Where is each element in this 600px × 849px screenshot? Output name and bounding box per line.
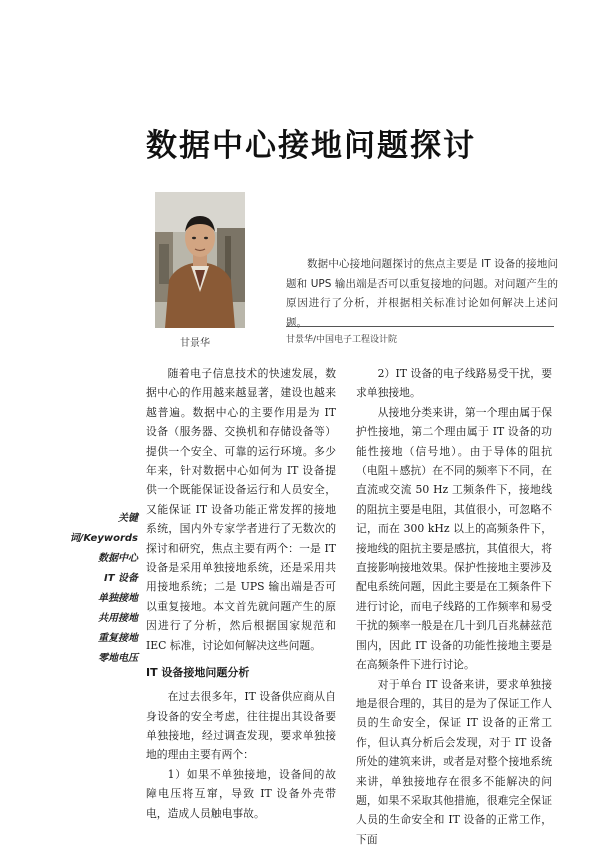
body-paragraph: 2）IT 设备的电子线路易受干扰，要求单独接地。 bbox=[356, 364, 552, 403]
body-paragraph: 对于单台 IT 设备来讲，要求单独接地是很合理的，其目的是为了保证工作人员的生命安全，保证 IT 设备的正常工作，但认真分析后会发现，对于 IT 设备所处的建筑来讲，或者是对整个接地系统来讲，单独接地存在很多不能解决的问题，如果不采取其他措施，很难完全保证人员的生命安全和 IT 设备的正常工作，下面 bbox=[356, 675, 552, 849]
keyword-item: 单独接地 bbox=[54, 589, 138, 609]
keyword-item: IT 设备 bbox=[54, 569, 138, 589]
section-heading: IT 设备接地问题分析 bbox=[146, 663, 336, 683]
body-column-left bbox=[146, 364, 336, 823]
keywords-label: 关键词/Keywords bbox=[54, 509, 138, 549]
body-paragraph: 1）如果不单独接地，设备间的故障电压将互窜，导致 IT 设备外壳带电，造成人员触电事故。 bbox=[146, 765, 336, 823]
body-column-right bbox=[356, 364, 552, 849]
photo-caption: 甘景华 bbox=[180, 334, 210, 349]
keyword-item: 数据中心 bbox=[54, 549, 138, 569]
article-title: 数据中心接地问题探讨 bbox=[146, 120, 486, 165]
keyword-item: 零地电压 bbox=[54, 649, 138, 669]
author-affiliation: 甘景华/中国电子工程设计院 bbox=[286, 332, 397, 345]
author-portrait-image bbox=[155, 192, 245, 328]
body-paragraph: 在过去很多年，IT 设备供应商从自身设备的安全考虑，往往提出其设备要单独接地，经过调查发现，要求单独接地的理由主要有两个： bbox=[146, 687, 336, 765]
keywords-block bbox=[54, 509, 138, 669]
keyword-item: 共用接地 bbox=[54, 609, 138, 629]
abstract-text: 数据中心接地问题探讨的焦点主要是 IT 设备的接地问题和 UPS 输出端是否可以重复接地的问题。对问题产生的原因进行了分析，并根据相关标准讨论如何解决上述问题。 bbox=[286, 255, 558, 333]
abstract-divider bbox=[286, 326, 554, 327]
body-paragraph: 随着电子信息技术的快速发展，数据中心的作用越来越显著，建设也越来越普遍。数据中心的主要作用是为 IT 设备（服务器、交换机和存储设备等）提供一个安全、可靠的运行环境。多少年来，针对数据中心如何为 IT 设备提供一个既能保证设备运行和人员安全，又能保证 IT 设备功能正常发挥的接地系统，国内外专家学者进行了无数次的探讨和研究，焦点主要有两个：一是 IT 设备是采用单独接地系统，还是采用共用接地系统；二是 UPS 输出端是否可以重复接地。本文首先就问题产生的原因进行了分析，然后根据国家规范和 IEC 标准，讨论如何解决这些问题。 bbox=[146, 364, 336, 655]
author-photo bbox=[155, 192, 245, 328]
keyword-item: 重复接地 bbox=[54, 629, 138, 649]
body-paragraph: 从接地分类来讲，第一个理由属于保护性接地，第二个理由属于 IT 设备的功能性接地（信号地）。由于导体的阻抗（电阻＋感抗）在不同的频率下不同，在直流或交流 50 Hz 工频条件下，接地线的阻抗主要是电阻，其值很小，可忽略不记，而在 300 kHz 以上的高频条件下，接地线的阻抗主要是感抗，其值很大，将直接影响接地效果。保护性接地主要涉及配电系统问题，因此主要是在工频条件下进行讨论，而电子线路的工作频率和易受干扰的频率一般是在几十到几百兆赫兹范围内，因此 IT 设备的功能性接地主要是在高频条件下进行讨论。 bbox=[356, 403, 552, 675]
